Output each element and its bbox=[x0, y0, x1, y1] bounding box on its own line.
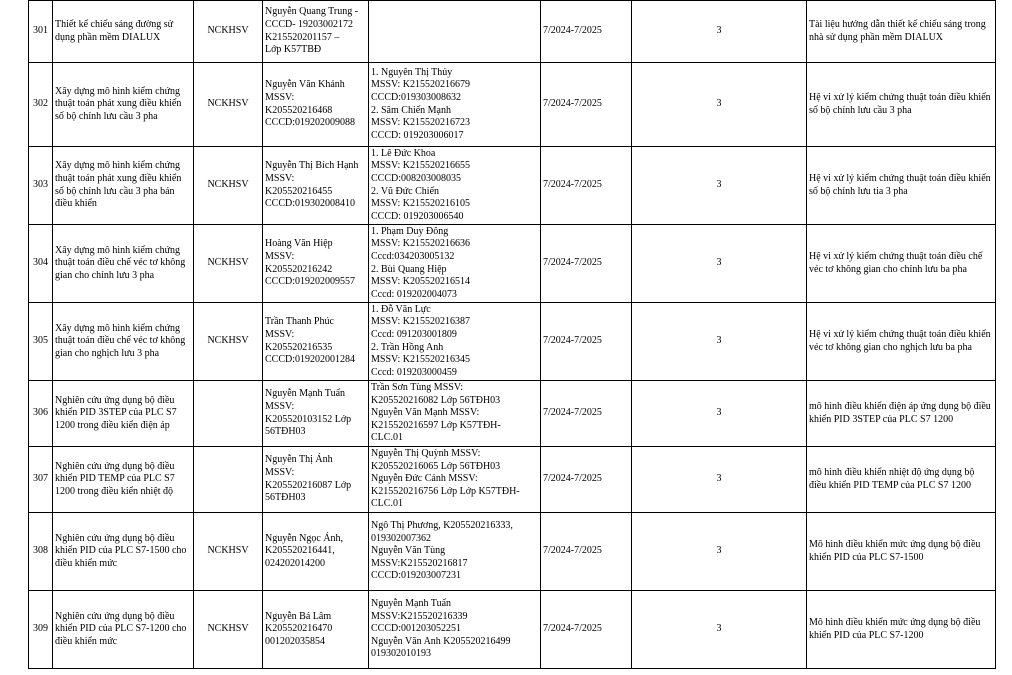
project-leader-line: MSSV: bbox=[265, 250, 295, 262]
project-members-line: Nguyễn Đức Cảnh MSSV: bbox=[371, 473, 478, 485]
row-number: 301 bbox=[29, 1, 53, 63]
project-leader-line: CCCD:019202009557 bbox=[265, 276, 356, 288]
table-row bbox=[29, 381, 996, 447]
project-leader-line: Trần Thanh Phúc bbox=[265, 316, 334, 328]
project-type: NCKHSV bbox=[194, 225, 263, 303]
project-leader-line: K205520216441, bbox=[265, 545, 335, 557]
project-members-line: MSSV: K205520216514 bbox=[371, 276, 470, 288]
table-row bbox=[29, 225, 996, 303]
project-leader-line: MSSV: bbox=[265, 328, 295, 340]
project-leader-line: K205520216470 bbox=[265, 623, 333, 635]
project-members-line: MSSV: K215520216387 bbox=[371, 316, 470, 328]
project-product: mô hình điều khiển điện áp ứng dụng bộ điều khiển PID 3STEP của PLC S7 1200 bbox=[807, 381, 996, 447]
project-time: 7/2024-7/2025 bbox=[541, 381, 632, 447]
project-time: 7/2024-7/2025 bbox=[541, 513, 632, 591]
table-row bbox=[29, 63, 996, 147]
row-number: 302 bbox=[29, 63, 53, 147]
project-members-line: CCCD:019303008632 bbox=[371, 91, 462, 103]
project-leader-line: CCCD:019202001284 bbox=[265, 354, 356, 366]
project-leader-line: MSSV: bbox=[265, 400, 295, 412]
project-members-line: Nguyễn Mạnh Tuấn bbox=[371, 598, 452, 610]
project-product: Hệ vi xử lý kiểm chứng thuật toán điều khiển véc tơ không gian cho nghịch lưu ba pha bbox=[807, 303, 996, 381]
row-number: 305 bbox=[29, 303, 53, 381]
row-number: 303 bbox=[29, 147, 53, 225]
project-members-line: MSSV: K215520216636 bbox=[371, 238, 470, 250]
project-time: 7/2024-7/2025 bbox=[541, 1, 632, 63]
project-leader-line: Nguyễn Mạnh Tuấn bbox=[265, 388, 346, 400]
project-type: NCKHSV bbox=[194, 513, 263, 591]
project-leader bbox=[263, 381, 369, 447]
table-row bbox=[29, 591, 996, 669]
project-members-line: 1. Nguyên Thị Thủy bbox=[371, 66, 453, 78]
project-title: Nghiên cứu ứng dụng bộ điều khiển PID TEMP của PLC S7 1200 trong điều kiển nhiệt độ bbox=[53, 447, 194, 513]
project-title: Xây dựng mô hình kiểm chứng thuật toán phát xung điều khiển số bộ chỉnh lưu cầu 3 pha bán điều khiển bbox=[53, 147, 194, 225]
project-members bbox=[369, 381, 541, 447]
project-leader-line: 001202035854 bbox=[265, 635, 325, 647]
project-leader-line: Hoàng Văn Hiệp bbox=[265, 238, 333, 250]
project-members-line: 019302010193 bbox=[371, 648, 431, 660]
project-members-line: MSSV: K215520216105 bbox=[371, 198, 470, 210]
project-members bbox=[369, 513, 541, 591]
project-quantity: 3 bbox=[632, 591, 807, 669]
project-members-line: Nguyễn Văn Mạnh MSSV: bbox=[371, 407, 480, 419]
project-leader-line: Nguyễn Ngọc Ánh, bbox=[265, 532, 344, 544]
project-leader bbox=[263, 1, 369, 63]
project-product: mô hình điều khiển nhiệt độ ứng dụng bộ điều khiển PID TEMP của PLC S7 1200 bbox=[807, 447, 996, 513]
project-members-line: Trần Sơn Tùng MSSV: bbox=[371, 382, 464, 394]
project-leader-line: MSSV: bbox=[265, 466, 295, 478]
project-leader bbox=[263, 513, 369, 591]
project-members-line: Nguyễn Thị Quỳnh MSSV: bbox=[371, 448, 481, 460]
project-members-line: 019302007362 bbox=[371, 532, 431, 544]
project-members-line: MSSV: K215520216723 bbox=[371, 117, 470, 129]
project-quantity: 3 bbox=[632, 513, 807, 591]
table-body bbox=[29, 1, 996, 669]
project-members-line: MSSV:K215520216339 bbox=[371, 610, 468, 622]
project-members bbox=[369, 447, 541, 513]
project-leader-line: CCCD:019302008410 bbox=[265, 198, 356, 210]
project-members-line: CCCD:019203007231 bbox=[371, 570, 462, 582]
project-time: 7/2024-7/2025 bbox=[541, 303, 632, 381]
table-row bbox=[29, 1, 996, 63]
project-members bbox=[369, 1, 541, 63]
table-row bbox=[29, 147, 996, 225]
project-members-line: MSSV: K215520216679 bbox=[371, 79, 470, 91]
table-row bbox=[29, 303, 996, 381]
project-leader bbox=[263, 447, 369, 513]
project-leader bbox=[263, 225, 369, 303]
project-title: Nghiên cứu ứng dụng bộ điều khiển PID 3STEP của PLC S7 1200 trong điều kiển điện áp bbox=[53, 381, 194, 447]
project-quantity: 3 bbox=[632, 225, 807, 303]
project-members-line: 1. Phạm Duy Đông bbox=[371, 225, 449, 237]
project-members-line: Cccd: 019203000459 bbox=[371, 366, 457, 378]
project-members-line: Ngô Thị Phương, K205520216333, bbox=[371, 520, 513, 532]
project-leader-line: K205520216535 bbox=[265, 341, 333, 353]
project-members-line: CLC.01 bbox=[371, 498, 403, 510]
project-leader-line: K205520103152 Lớp bbox=[265, 413, 352, 425]
project-time: 7/2024-7/2025 bbox=[541, 591, 632, 669]
table-row bbox=[29, 447, 996, 513]
project-leader-line: Nguyễn Văn Khánh bbox=[265, 79, 345, 91]
project-product: Mô hình điều khiển mức ứng dụng bộ điều khiển PID của PLC S7-1500 bbox=[807, 513, 996, 591]
project-members-line: Cccd: 091203001809 bbox=[371, 328, 457, 340]
row-number: 307 bbox=[29, 447, 53, 513]
project-quantity: 3 bbox=[632, 63, 807, 147]
project-leader-line: K205520216087 Lớp bbox=[265, 479, 352, 491]
project-members-line: Cccd:034203005132 bbox=[371, 250, 455, 262]
project-leader-line: Nguyễn Quang Trung - bbox=[265, 6, 359, 18]
project-product: Tài liệu hướng dẫn thiết kế chiếu sáng trong nhà sử dụng phần mềm DIALUX bbox=[807, 1, 996, 63]
project-members-line: 2. Trần Hồng Anh bbox=[371, 341, 444, 353]
project-type: NCKHSV bbox=[194, 1, 263, 63]
project-leader bbox=[263, 63, 369, 147]
project-product: Mô hình điều khiển mức ứng dụng bộ điều khiển PID của PLC S7-1200 bbox=[807, 591, 996, 669]
project-leader-line: K215520201157 – bbox=[265, 31, 340, 43]
project-members-line: CCCD: 019203006017 bbox=[371, 129, 464, 141]
project-members-line: MSSV: K215520216345 bbox=[371, 354, 470, 366]
project-type: NCKHSV bbox=[194, 591, 263, 669]
project-leader-line: Lớp K57TBĐ bbox=[265, 44, 322, 56]
project-leader-line: MSSV: bbox=[265, 91, 295, 103]
project-leader-line: Nguyễn Bá Lâm bbox=[265, 610, 332, 622]
project-leader-line: K205520216468 bbox=[265, 104, 333, 116]
project-type bbox=[194, 381, 263, 447]
project-quantity: 3 bbox=[632, 147, 807, 225]
project-members-line: K215520216756 Lớp Lớp K57TĐH- bbox=[371, 485, 520, 497]
project-leader-line: Nguyễn Thị Ánh bbox=[265, 454, 333, 466]
project-members-line: 2. Sâm Chiến Mạnh bbox=[371, 104, 451, 116]
project-leader-line: Nguyễn Thị Bích Hạnh bbox=[265, 160, 359, 172]
project-leader-line: CCCD:019202009088 bbox=[265, 117, 356, 129]
project-members-line: MSSV:K215520216817 bbox=[371, 557, 468, 569]
project-members-line: Nguyễn Văn Tùng bbox=[371, 545, 446, 557]
project-members-line: Nguyễn Văn Anh K205520216499 bbox=[371, 635, 511, 647]
project-members-line: CCCD:008203008035 bbox=[371, 172, 462, 184]
project-type: NCKHSV bbox=[194, 147, 263, 225]
project-title: Nghiên cứu ứng dụng bộ điều khiển PID của PLC S7-1500 cho điều khiển mức bbox=[53, 513, 194, 591]
project-members-line: 2. Vũ Đức Chiến bbox=[371, 185, 440, 197]
project-members-line: MSSV: K215520216655 bbox=[371, 160, 470, 172]
project-quantity: 3 bbox=[632, 303, 807, 381]
project-members-line: K215520216597 Lớp K57TĐH- bbox=[371, 419, 501, 431]
project-members bbox=[369, 591, 541, 669]
project-type: NCKHSV bbox=[194, 63, 263, 147]
project-leader bbox=[263, 303, 369, 381]
row-number: 309 bbox=[29, 591, 53, 669]
project-type bbox=[194, 447, 263, 513]
project-members-line: CLC.01 bbox=[371, 432, 403, 444]
project-quantity: 3 bbox=[632, 381, 807, 447]
project-members-line: CCCD: 019203006540 bbox=[371, 210, 464, 222]
project-title: Nghiên cứu ứng dụng bộ điều khiển PID của PLC S7-1200 cho điều khiển mức bbox=[53, 591, 194, 669]
row-number: 306 bbox=[29, 381, 53, 447]
row-number: 304 bbox=[29, 225, 53, 303]
project-members bbox=[369, 63, 541, 147]
project-title: Xây dựng mô hình kiểm chứng thuật toán điều chế véc tơ không gian cho chỉnh lưu 3 pha bbox=[53, 225, 194, 303]
project-members-line: K205520216082 Lớp 56TĐH03 bbox=[371, 394, 501, 406]
project-title: Thiết kế chiếu sáng đường sử dụng phần mềm DIALUX bbox=[53, 1, 194, 63]
project-members-line: K205520216065 Lớp 56TĐH03 bbox=[371, 460, 501, 472]
table-row bbox=[29, 513, 996, 591]
project-leader-line: CCCD- 19203002172 bbox=[265, 18, 354, 30]
project-members-line: 1. Lê Đức Khoa bbox=[371, 147, 436, 159]
project-title: Xây dựng mô hình kiểm chứng thuật toán điều chế véc tơ không gian cho nghịch lưu 3 pha bbox=[53, 303, 194, 381]
project-leader-line: K205520216455 bbox=[265, 185, 333, 197]
project-leader bbox=[263, 591, 369, 669]
project-time: 7/2024-7/2025 bbox=[541, 63, 632, 147]
project-leader-line: K205520216242 bbox=[265, 263, 333, 275]
project-members-line: CCCD:001203052251 bbox=[371, 623, 462, 635]
project-members-line: 1. Đỗ Văn Lực bbox=[371, 303, 431, 315]
project-leader-line: 56TĐH03 bbox=[265, 492, 306, 504]
project-type: NCKHSV bbox=[194, 303, 263, 381]
project-quantity: 3 bbox=[632, 447, 807, 513]
projects-table bbox=[28, 0, 996, 669]
project-leader-line: 024202014200 bbox=[265, 557, 325, 569]
project-quantity: 3 bbox=[632, 1, 807, 63]
project-leader-line: MSSV: bbox=[265, 172, 295, 184]
project-product: Hệ vi xử lý kiểm chứng thuật toán điều khiển số bộ chỉnh lưu tia 3 pha bbox=[807, 147, 996, 225]
project-product: Hệ vi xử lý kiểm chứng thuật toán điều khiển số bộ chỉnh lưu cầu 3 pha bbox=[807, 63, 996, 147]
project-members bbox=[369, 303, 541, 381]
project-time: 7/2024-7/2025 bbox=[541, 447, 632, 513]
project-title: Xây dựng mô hình kiểm chứng thuật toán phát xung điều khiển số bộ chỉnh lưu cầu 3 pha bbox=[53, 63, 194, 147]
project-members bbox=[369, 147, 541, 225]
project-members-line: 2. Bùi Quang Hiệp bbox=[371, 263, 447, 275]
project-leader bbox=[263, 147, 369, 225]
project-product: Hệ vi xử lý kiểm chứng thuật toán điều chế véc tơ không gian cho chỉnh lưu ba pha bbox=[807, 225, 996, 303]
project-time: 7/2024-7/2025 bbox=[541, 147, 632, 225]
project-members bbox=[369, 225, 541, 303]
project-leader-line: 56TĐH03 bbox=[265, 426, 306, 438]
project-members-line: Cccd: 019202004073 bbox=[371, 288, 457, 300]
project-time: 7/2024-7/2025 bbox=[541, 225, 632, 303]
row-number: 308 bbox=[29, 513, 53, 591]
